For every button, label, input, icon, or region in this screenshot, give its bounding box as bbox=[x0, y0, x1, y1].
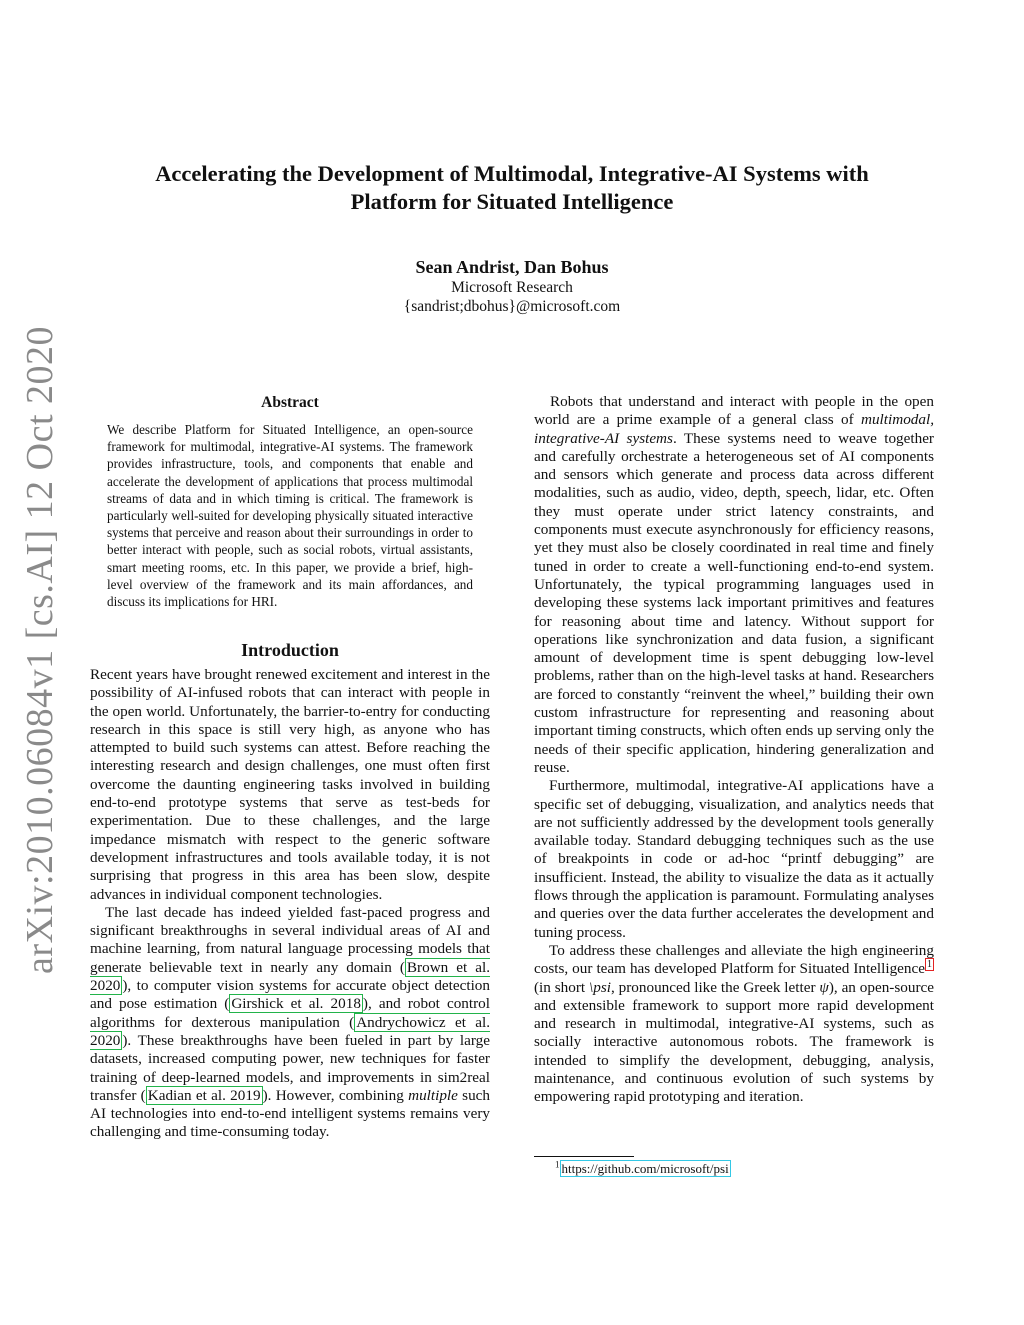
emphasis: multiple bbox=[408, 1086, 458, 1104]
citation-link[interactable]: Andrychowicz et al. 2020 bbox=[90, 1013, 490, 1049]
right-column bbox=[534, 393, 934, 1107]
paper-title bbox=[100, 160, 924, 216]
text-span: ). However, combining bbox=[262, 1086, 409, 1104]
intro-paragraph-2 bbox=[90, 904, 490, 1142]
text-span: ). These breakthroughs have been fueled in part by large datasets, increased computing power, new techniques for faster training of deep-learned models, and improvements in sim2real transfer ( bbox=[90, 1031, 490, 1104]
text-span: The last decade has indeed yielded fast-paced progress and significant breakthroughs in several individual areas of AI and machine learning, from natural language processing models that generate believable text in nearly any domain ( bbox=[90, 903, 490, 976]
footnote-divider bbox=[534, 1156, 634, 1157]
author-block bbox=[200, 256, 824, 316]
author-email: {sandrist;dbohus}@microsoft.com bbox=[403, 298, 621, 315]
footnote bbox=[555, 1160, 731, 1178]
text-span: (in short bbox=[534, 978, 590, 996]
text-span: Robots that understand and interact with people in the open world are a prime example of a general class of bbox=[534, 393, 934, 429]
text-span: To address these challenges and alleviate the high engineering costs, our team has developed Platform for Situated Intelligence bbox=[534, 941, 934, 978]
citation-link[interactable]: Kadian et al. 2019 bbox=[147, 1086, 261, 1104]
intro-paragraph-1: Recent years have brought renewed excitement and interest in the possibility of AI-infused robots that can interact with people in the open world. Unfortunately, the barrier-to-entry for conducting research in this space is still very high, as anyone who has attempted to build such systems can attest. Before reaching the interesting research and design challenges, one must often first overcome the daunting engineering tasks involved in building end-to-end prototype systems that serve as test-beds for experimentation. Due to these challenges, and the large impedance mismatch with respect to the generic software development infrastructures and tools available today, it is not surprising that progress in this area has been slow, despite advances in individual component technologies. bbox=[90, 666, 490, 903]
text-span: ), to computer vision systems for accurate object detection and pose estimation ( bbox=[90, 977, 490, 1013]
citation-link[interactable]: Brown et al. 2020 bbox=[90, 958, 490, 995]
title-line-1: Accelerating the Development of Multimodal, Integrative-AI Systems with bbox=[155, 161, 869, 186]
left-column bbox=[90, 638, 490, 1142]
footnote-url-link[interactable]: https://github.com/microsoft/psi bbox=[561, 1161, 729, 1176]
author-names: Sean Andrist, Dan Bohus bbox=[415, 257, 609, 277]
intro-paragraph-4: Furthermore, multimodal, integrative-AI applications have a specific set of debugging, visualization, and analytics needs that are not sufficiently addressed by the development tools generally available today. Standard debugging techniques such as the use of breakpoints in code or ad-hoc “printf debugging” are insufficient. Instead, the ability to visualize the data as it actually flows through the application is paramount. Formulating analyses and queries over the data further accelerates the development and tuning process. bbox=[534, 777, 934, 941]
text-span: ), an open-source and extensible framework to support more rapid development and research in multimodal, integrative-AI systems, such as socially interactive autonomous robots. The framework is intended to simplify the development, debugging, analysis, maintenance, and continuous evolution of such systems by empowering rapid prototyping and iteration. bbox=[534, 978, 934, 1106]
abstract-heading: Abstract bbox=[261, 394, 319, 411]
abstract bbox=[107, 393, 473, 610]
footnote-mark: 1 bbox=[555, 1159, 560, 1170]
emphasis: multimodal, integrative-AI systems bbox=[534, 411, 934, 447]
arxiv-id: arXiv:2010.06084v1 [cs.AI] 12 Oct 2020 bbox=[19, 325, 61, 975]
text-span: . These systems need to weave together and carefully orchestrate a heterogeneous set of AI components and sensors which generate and process data across different modalities, such as audio, video, depth, speech, lidar, etc. Often they must operate under strict latency constraints, and components must execute asynchronously for efficiency reasons, yet they must also be closely coordinated in real time and finely tuned in order to create a well-functioning end-to-end system. Unfortunately, the typical programming languages used in developing these systems lack important primitives and features for reasoning about time and latency. Without support for operations like synchronization and data fusion, a significant amount of development time is spent debugging low-level problems, rather than on the high-level tasks at hand. Researchers are forced to constantly “reinvent the wheel,” building their own custom infrastructure for representing and reasoning about important timing constructs, which often ends up serving only the needs of their specific application, hindering generalization and reuse. bbox=[534, 429, 934, 776]
text-span: , pronounced like the Greek letter bbox=[610, 978, 820, 996]
psi-command: \psi bbox=[589, 978, 611, 996]
text-span: ), and robot control algorithms for dexterous manipulation ( bbox=[90, 995, 490, 1031]
text-span: such AI technologies into end-to-end intelligent systems remains very challenging and time-consuming today. bbox=[90, 1086, 491, 1141]
author-affiliation: Microsoft Research bbox=[451, 279, 573, 296]
intro-paragraph-5 bbox=[534, 942, 934, 1107]
abstract-text: We describe Platform for Situated Intelligence, an open-source framework for multimodal, integrative-AI systems. The framework provides infrastructure, tools, and components that enable and accelerate the development of applications that process multimodal streams of data and in which timing is critical. The framework is particularly well-suited for developing physically situated interactive systems that perceive and reason about their surroundings in order to better interact with people, such as social robots, virtual assistants, smart meeting rooms, etc. In this paper, we provide a brief, high-level overview of the framework and its main affordances, and discuss its implications for HRI. bbox=[107, 422, 473, 610]
footnote-ref-link[interactable]: 1 bbox=[927, 959, 932, 971]
psi-symbol: ψ bbox=[819, 978, 829, 996]
intro-paragraph-3 bbox=[534, 393, 934, 777]
citation-link[interactable]: Girshick et al. 2018 bbox=[231, 995, 361, 1013]
title-line-2: Platform for Situated Intelligence bbox=[350, 189, 674, 214]
introduction-heading: Introduction bbox=[241, 640, 339, 660]
